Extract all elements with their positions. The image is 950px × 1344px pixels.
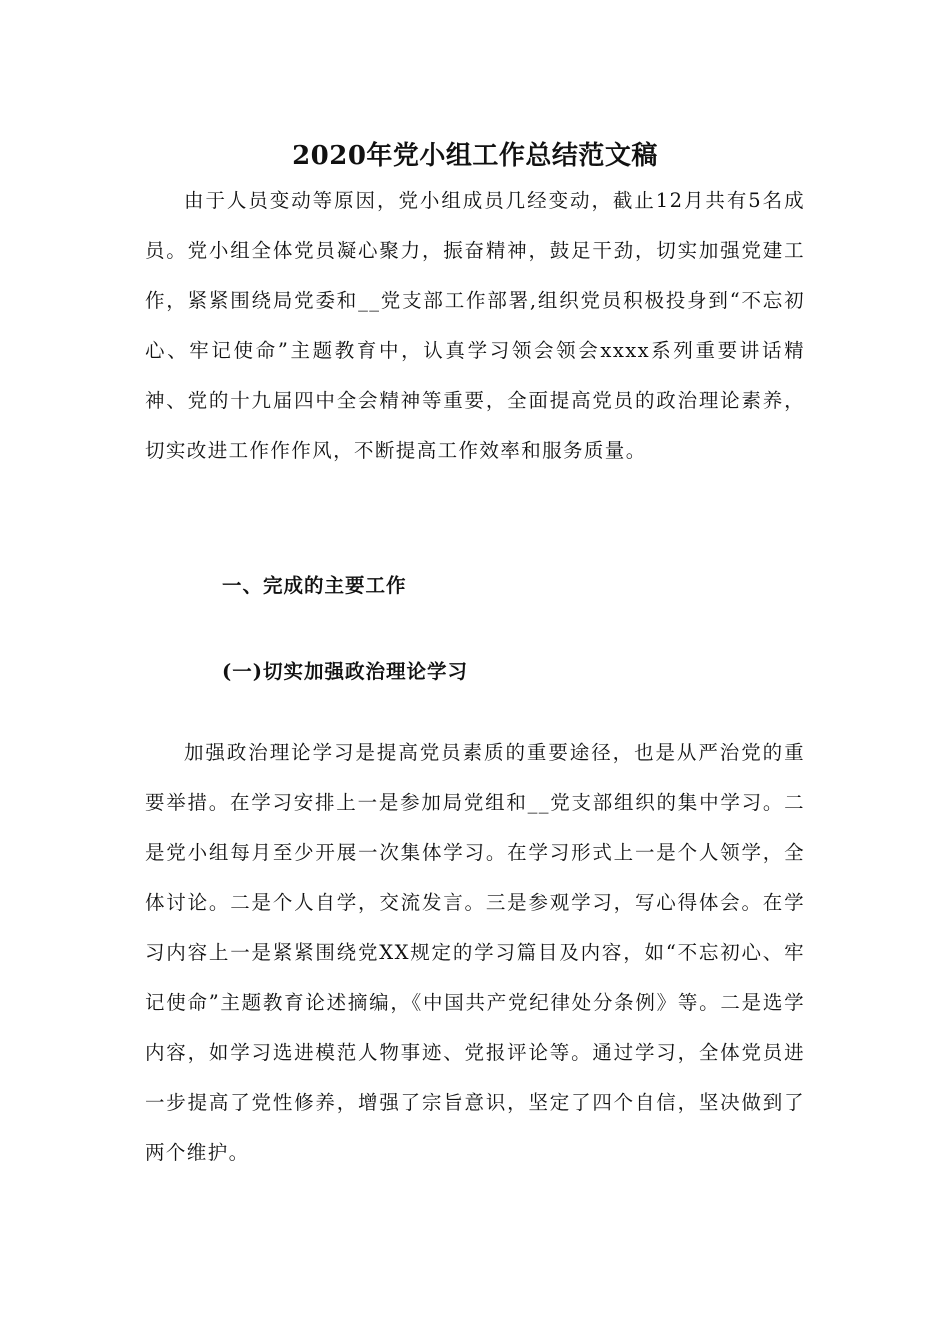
body-paragraph: 加强政治理论学习是提高党员素质的重要途径，也是从严治党的重要举措。在学习安排上一是参加局党组和__党支部组织的集中学习。二是党小组每月至少开展一次集体学习。在学习形式上一是个人领学，全体讨论。二是个人自学，交流发言。三是参观学习，写心得体会。在学习内容上一是紧紧围绕党XX规定的学习篇目及内容，如“不忘初心、牢记使命”主题教育论述摘编，《中国共产党纪律处分条例》等。二是选学内容，如学习选进模范人物事迹、党报评论等。通过学习，全体党员进一步提高了党性修养，增强了宗旨意识，坚定了四个自信，坚决做到了两个维护。 [145,741,805,1164]
subsection-heading: (一)切实加强政治理论学习 [222,660,468,683]
section-heading: 一、完成的主要工作 [222,574,407,597]
document-title: 2020年党小组工作总结范文稿 [292,141,658,171]
intro-paragraph: 由于人员变动等原因，党小组成员几经变动，截止12月共有5名成员。党小组全体党员凝心聚力，振奋精神，鼓足干劲，切实加强党建工作，紧紧围绕局党委和__党支部工作部署,组织党员积极投身到“不忘初心、牢记使命”主题教育中，认真学习领会领会xxxx系列重要讲话精神、党的十九届四中全会精神等重要，全面提高党员的政治理论素养，切实改进工作作作风，不断提高工作效率和服务质量。 [145,189,805,462]
